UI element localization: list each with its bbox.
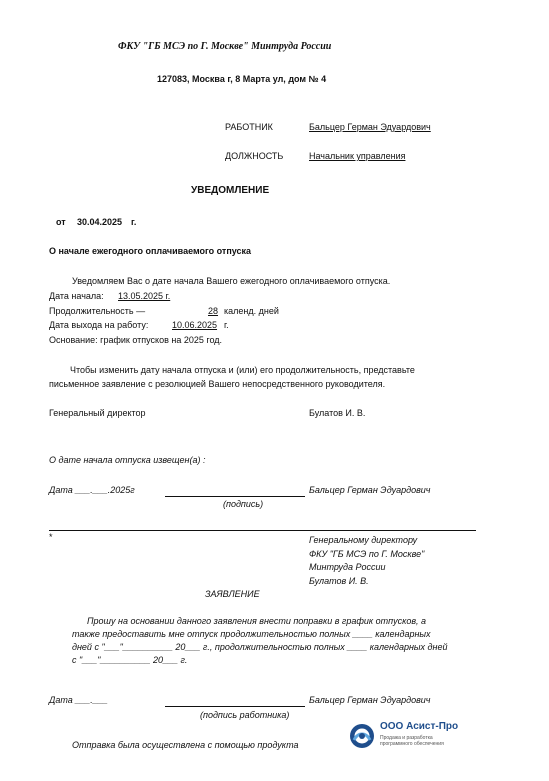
application-signature-line: [165, 706, 305, 707]
return-value: 10.06.2025: [172, 320, 218, 330]
application-text-2: также предоставить мне отпуск продолжительностью полных ____ календарных: [72, 629, 431, 639]
ack-signer: Бальцер Герман Эдуардович: [309, 485, 431, 495]
ack-signature-caption: (подпись): [223, 499, 264, 509]
company-logo: [349, 719, 474, 753]
application-signature-caption: (подпись работника): [200, 710, 290, 720]
worker-label: РАБОТНИК: [225, 122, 273, 132]
duration-value: 28: [208, 306, 219, 316]
application-star: *: [49, 532, 53, 542]
worker-name: Бальцер Герман Эдуардович: [309, 122, 431, 132]
start-label: Дата начала:: [49, 291, 104, 301]
ack-date: Дата ___.___.2025г: [49, 485, 135, 495]
position-value: Начальник управления: [309, 151, 406, 161]
notice-subject: О начале ежегодного оплачиваемого отпуска: [49, 246, 252, 256]
logo-tagline-1: Продажа и разработка: [380, 735, 433, 741]
sent-with-text: Отправка была осуществлена с помощью продукта: [72, 740, 299, 750]
duration-label: Продолжительность —: [49, 306, 146, 316]
org-address: 127083, Москва г, 8 Марта ул, дом № 4: [157, 74, 327, 84]
ack-signature-line: [165, 496, 305, 497]
application-signer: Бальцер Герман Эдуардович: [309, 695, 431, 705]
change-line-2: письменное заявление с резолюцией Вашего непосредственного руководителя.: [49, 379, 386, 389]
return-label: Дата выхода на работу:: [49, 320, 149, 330]
director-label: Генеральный директор: [49, 408, 146, 418]
notice-intro: Уведомляем Вас о дате начала Вашего ежегодного оплачиваемого отпуска.: [72, 276, 391, 286]
ack-heading: О дате начала отпуска извещен(а) :: [49, 455, 206, 465]
duration-unit: календ. дней: [224, 306, 279, 316]
return-suffix: г.: [224, 320, 229, 330]
logo-name: ООО Асист-Про: [380, 721, 459, 732]
notice-date-prefix: от: [56, 217, 66, 227]
application-text-4: с "___"__________ 20___ г.: [72, 655, 188, 665]
section-divider: [49, 530, 476, 531]
notice-date-suffix: г.: [131, 217, 137, 227]
start-value: 13.05.2025 г.: [118, 291, 171, 301]
addressee-line-1: Генеральному директору: [309, 535, 418, 545]
director-name: Булатов И. В.: [309, 408, 366, 418]
notice-basis: Основание: график отпусков на 2025 год.: [49, 335, 222, 345]
application-text-1: Прошу на основании данного заявления внести поправки в график отпусков, а: [87, 616, 427, 626]
addressee-line-4: Булатов И. В.: [309, 576, 369, 586]
change-line-1: Чтобы изменить дату начала отпуска и (или) его продолжительность, представьте: [70, 365, 415, 375]
addressee-line-3: Минтруда России: [309, 562, 386, 572]
position-label: ДОЛЖНОСТЬ: [225, 151, 284, 161]
logo-tagline-2: программного обеспечения: [380, 741, 444, 747]
application-date: Дата ___.___: [49, 695, 108, 705]
application-text-3: дней с "___"__________ 20___ г., продолжительностью полных ____ календарных дней: [72, 642, 448, 652]
notice-date: 30.04.2025: [77, 217, 123, 227]
application-title: ЗАЯВЛЕНИЕ: [205, 589, 260, 599]
org-name: ФКУ "ГБ МСЭ по Г. Москве" Минтруда России: [118, 41, 332, 52]
logo-emblem-icon: [349, 723, 375, 749]
addressee-line-2: ФКУ "ГБ МСЭ по Г. Москве": [309, 549, 425, 559]
notice-title: УВЕДОМЛЕНИЕ: [191, 185, 270, 196]
